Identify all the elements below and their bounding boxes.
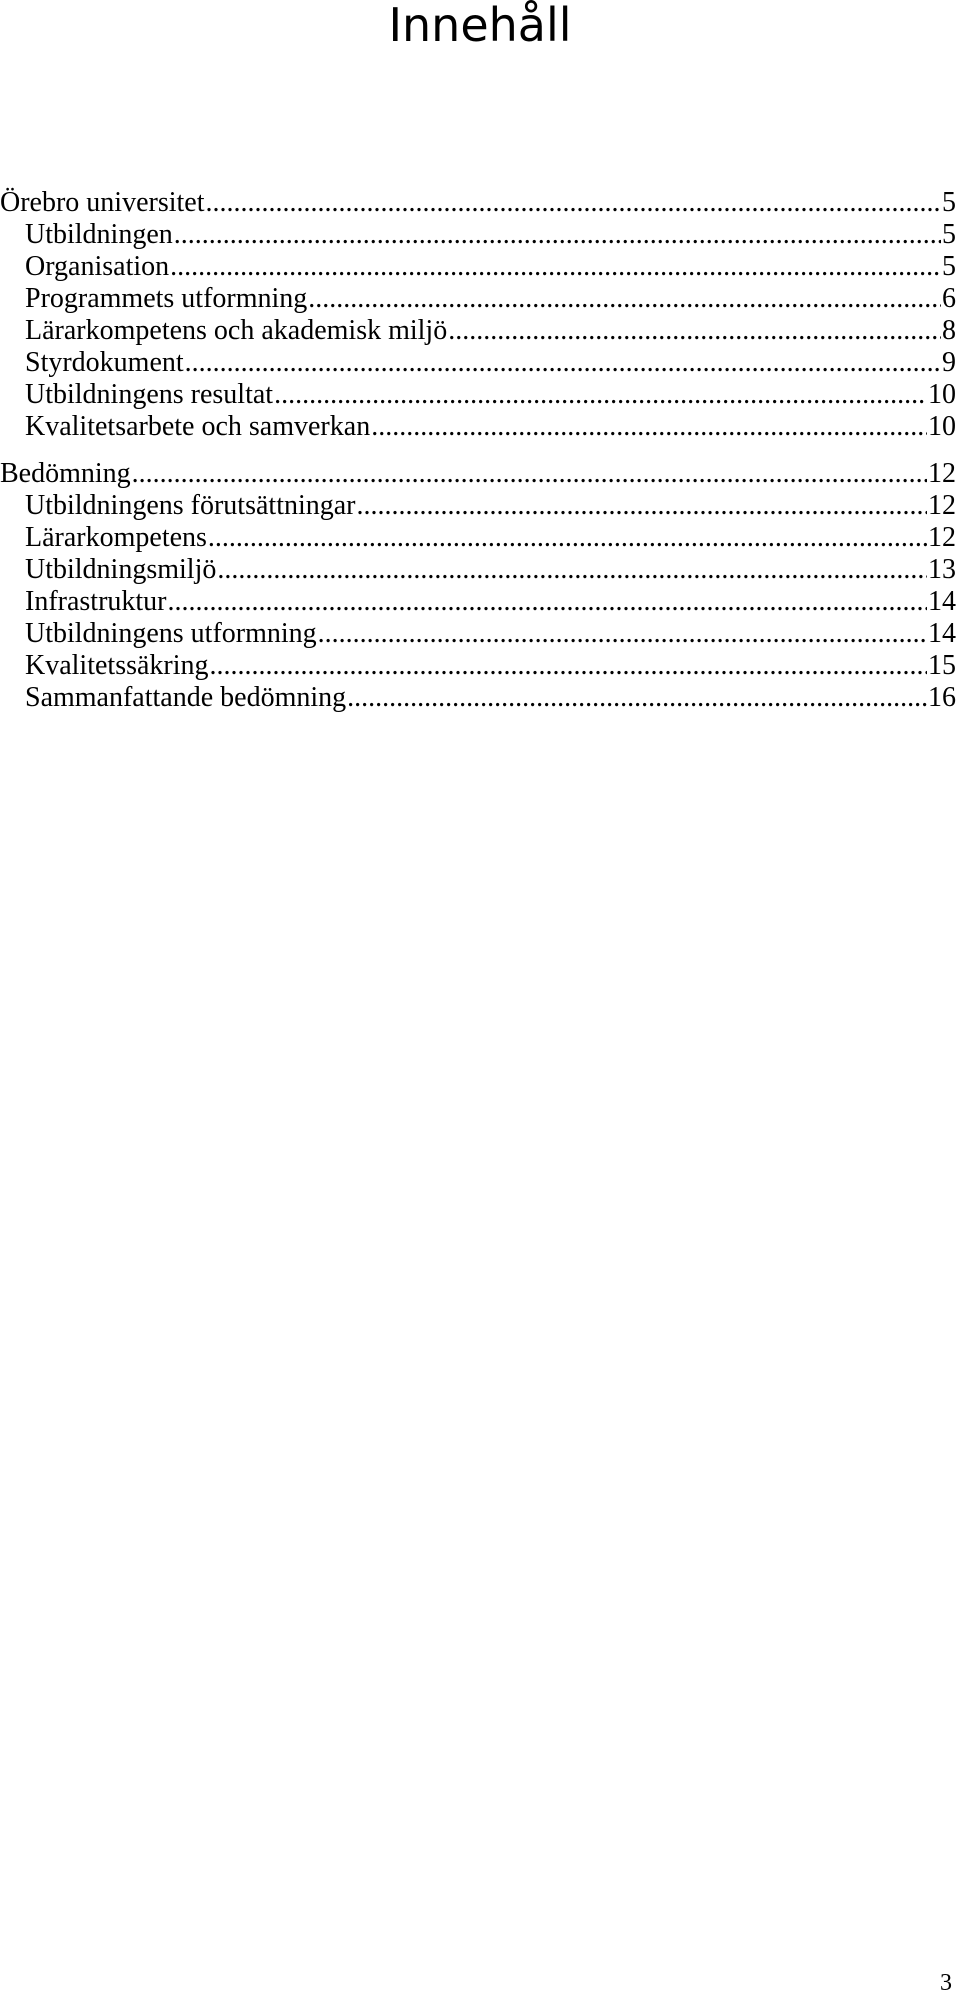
toc-entry-sammanfattande-bedomning[interactable]: [0, 682, 956, 714]
toc-entry-page: 5: [942, 219, 956, 250]
dot-leader: [308, 283, 941, 315]
dot-leader: [174, 219, 941, 251]
toc-entry-label: Kvalitetsarbete och samverkan: [25, 411, 371, 442]
table-of-contents: [0, 187, 956, 714]
toc-entry-bedomning[interactable]: [0, 458, 956, 490]
dot-leader: [318, 618, 927, 650]
dot-leader: [132, 458, 927, 490]
dot-leader: [217, 554, 927, 586]
toc-entry-orebro-universitet[interactable]: [0, 187, 956, 219]
toc-entry-label: Örebro universitet: [0, 187, 205, 218]
toc-entry-label: Utbildningens utformning: [25, 618, 317, 649]
toc-entry-label: Infrastruktur: [25, 586, 167, 617]
toc-entry-label: Utbildningsmiljö: [25, 554, 217, 585]
dot-leader: [274, 379, 927, 411]
dot-leader: [371, 411, 927, 443]
dot-leader: [185, 347, 941, 379]
toc-entry-lararkompetens[interactable]: [0, 522, 956, 554]
toc-entry-utbildningsmiljo[interactable]: [0, 554, 956, 586]
toc-entry-lararkompetens-och-akademisk-miljo[interactable]: [0, 315, 956, 347]
dot-leader: [347, 682, 927, 714]
toc-entry-utbildningens-forutsattningar[interactable]: [0, 490, 956, 522]
page-number: 3: [940, 1970, 952, 1996]
toc-entry-utbildningens-utformning[interactable]: [0, 618, 956, 650]
toc-entry-utbildningens-resultat[interactable]: [0, 379, 956, 411]
toc-entry-styrdokument[interactable]: [0, 347, 956, 379]
toc-entry-kvalitetssakring[interactable]: [0, 650, 956, 682]
toc-entry-page: 16: [928, 682, 956, 713]
dot-leader: [357, 490, 927, 522]
dot-leader: [168, 586, 927, 618]
toc-entry-organisation[interactable]: [0, 251, 956, 283]
toc-entry-page: 8: [942, 315, 956, 346]
toc-entry-label: Lärarkompetens: [25, 522, 207, 553]
toc-entry-page: 5: [942, 187, 956, 218]
toc-entry-label: Utbildningen: [25, 219, 173, 250]
dot-leader: [448, 315, 941, 347]
toc-entry-page: 15: [928, 650, 956, 681]
toc-entry-page: 14: [928, 618, 956, 649]
toc-entry-label: Lärarkompetens och akademisk miljö: [25, 315, 448, 346]
toc-entry-page: 13: [928, 554, 956, 585]
toc-entry-page: 12: [928, 458, 956, 489]
toc-entry-label: Sammanfattande bedömning: [25, 682, 347, 713]
toc-entry-kvalitetsarbete-och-samverkan[interactable]: [0, 411, 956, 443]
toc-entry-page: 6: [942, 283, 956, 314]
dot-leader: [210, 650, 927, 682]
toc-entry-infrastruktur[interactable]: [0, 586, 956, 618]
toc-entry-label: Kvalitetssäkring: [25, 650, 209, 681]
toc-entry-utbildningen[interactable]: [0, 219, 956, 251]
toc-entry-page: 12: [928, 522, 956, 553]
toc-entry-label: Styrdokument: [25, 347, 184, 378]
toc-entry-label: Bedömning: [0, 458, 131, 489]
toc-entry-page: 10: [928, 379, 956, 410]
toc-entry-label: Utbildningens resultat: [25, 379, 274, 410]
page-title: Innehåll: [388, 0, 572, 52]
dot-leader: [170, 251, 941, 283]
toc-entry-page: 9: [942, 347, 956, 378]
toc-entry-page: 12: [928, 490, 956, 521]
dot-leader: [206, 187, 942, 219]
toc-entry-label: Programmets utformning: [25, 283, 308, 314]
toc-entry-label: Utbildningens förutsättningar: [25, 490, 356, 521]
toc-entry-page: 14: [928, 586, 956, 617]
toc-entry-programmets-utformning[interactable]: [0, 283, 956, 315]
dot-leader: [208, 522, 927, 554]
toc-entry-label: Organisation: [25, 251, 170, 282]
toc-entry-page: 10: [928, 411, 956, 442]
toc-entry-page: 5: [942, 251, 956, 282]
